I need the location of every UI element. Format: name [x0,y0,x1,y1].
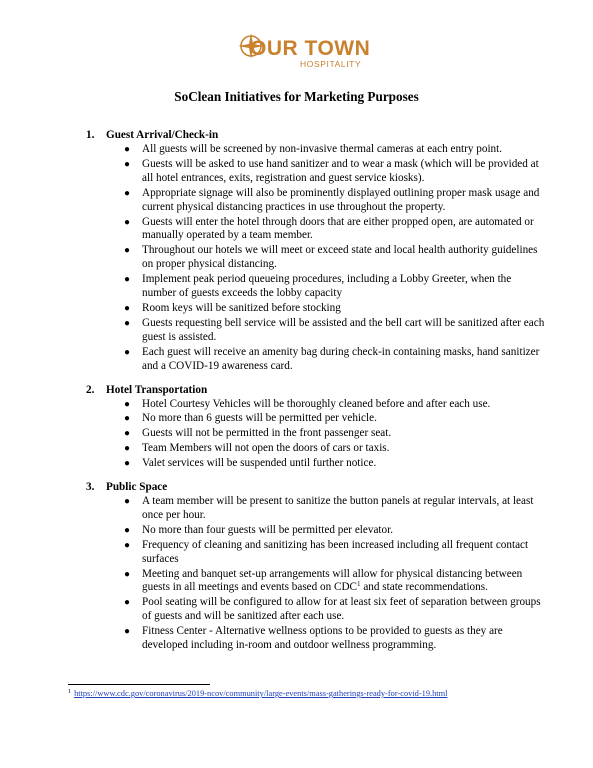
list-item-text: No more than four guests will be permitted per elevator. [142,523,394,536]
bullet-dot-icon: ● [124,458,131,470]
list-item-text: Room keys will be sanitized before stocking [142,301,341,314]
list-item [124,273,546,301]
section-heading-text: Hotel Transportation [106,383,208,396]
document-title: SoClean Initiatives for Marketing Purposes [174,89,419,104]
footnote-divider [68,684,210,685]
section-heading [86,129,546,143]
list-item [124,143,546,157]
section-heading [86,481,546,495]
bullet-dot-icon: ● [124,398,131,410]
footnote-mark: 1 [68,689,71,695]
list-item [124,412,546,426]
bullet-dot-icon: ● [124,413,131,425]
bullet-dot-icon: ● [124,274,131,286]
list-item [124,186,546,215]
section-number: 3. [86,481,95,494]
list-item-text: Frequency of cleaning and sanitizing has been increased including all frequent contact surfaces [142,538,529,565]
section-number: 1. [86,129,95,141]
list-item [124,567,546,596]
list-item [124,442,546,456]
list-item-text: Team Members will not open the doors of cars or taxis. [142,442,390,455]
bullet-dot-icon: ● [124,245,131,257]
list-item [124,596,546,624]
section [86,129,546,374]
bullet-dot-icon: ● [124,597,131,609]
list-item-text: Hotel Courtesy Vehicles will be thoroughly cleaned before and after each use. [142,397,491,410]
bullet-dot-icon: ● [124,302,131,314]
bullet-dot-icon: ● [124,158,131,170]
list-item [124,397,546,412]
logo-wordmark: OUR TOWN [250,37,371,60]
bullet-dot-icon: ● [124,187,131,199]
bullet-dot-icon: ● [124,568,131,580]
list-item-text: Each guest will receive an amenity bag during check-in containing masks, hand sanitizer and a COVID-19 awareness card. [142,345,540,372]
section-heading [86,384,546,398]
list-item [124,523,546,538]
bullet-dot-icon: ● [124,144,131,155]
bullet-dot-icon: ● [124,524,131,536]
bullet-list [86,143,546,374]
list-item [124,427,546,441]
bullet-dot-icon: ● [124,428,131,440]
bullet-dot-icon: ● [124,346,131,358]
list-item-text: Implement peak period queueing procedures, including a Lobby Greeter, when the number of guests exceeds the lobby capacity [142,273,512,300]
list-item-text: Guests will be asked to use hand sanitizer and to wear a mask (which will be provided at all hotel entrances, exits, registration and guest service kiosks). [142,157,539,184]
logo-subtitle: HOSPITALITY [300,59,362,69]
list-item [124,457,546,471]
bullet-dot-icon: ● [124,216,131,228]
bullet-dot-icon: ● [124,539,131,551]
list-item-text: Valet services will be suspended until further notice. [142,457,377,470]
bullet-list [86,398,546,472]
list-item-text: Appropriate signage will also be prominently displayed outlining proper mask usage and current physical distancing practices in use throughout the property. [142,186,540,213]
list-item-text: Guests requesting bell service will be assisted and the bell cart will be sanitized after each guest is assisted. [142,316,545,343]
footnote [68,688,447,699]
list-item-text: Pool seating will be configured to allow for at least six feet of separation between groups of guests and will be sanitized after each use. [142,596,541,623]
section-number: 2. [86,383,95,396]
list-item [124,495,546,523]
sections-list [86,129,546,663]
list-item-text: Guests will not be permitted in the front passenger seat. [142,427,392,440]
list-item [124,538,546,567]
section-heading-text: Public Space [106,481,168,494]
list-item-text: Fitness Center - Alternative wellness options to be provided to guests as they are developed including in-room and outdoor wellness programming. [142,625,503,652]
bullet-dot-icon: ● [124,496,131,508]
section [86,481,546,653]
list-item [124,215,546,244]
list-item-text: All guests will be screened by non-invasive thermal cameras at each entry point. [142,143,503,155]
section-heading-text: Guest Arrival/Check-in [106,129,219,141]
section [86,384,546,472]
list-item [124,345,546,374]
bullet-list [86,495,546,653]
list-item-text: Meeting and banquet set-up arrangements will allow for physical distancing between guests in all meetings and events based on CDC$^1$ and state recommendations. [142,567,523,594]
bullet-dot-icon: ● [124,317,131,329]
list-item [124,625,546,653]
footnote-link[interactable]: https://www.cdc.gov/coronavirus/2019-ncov/community/large-events/mass-gatherings-ready-for-covid-19.html [74,689,448,698]
bullet-dot-icon: ● [124,626,131,638]
bullet-dot-icon: ● [124,443,131,455]
list-item-text: Throughout our hotels we will meet or exceed state and local health authority guidelines on proper physical distancing. [142,244,538,271]
footnote-ref: 1 [357,580,361,589]
list-item-text: Guests will enter the hotel through doors that are either propped open, are automated or manually operated by a team member. [142,215,534,242]
list-item-text: No more than 6 guests will be permitted per vehicle. [142,412,377,425]
list-item [124,301,546,316]
list-item [124,244,546,272]
list-item-text: A team member will be present to sanitize the button panels at regular intervals, at least once per hour. [142,495,534,521]
list-item [124,316,546,345]
list-item [124,157,546,186]
our-town-hospitality-logo [238,30,371,74]
